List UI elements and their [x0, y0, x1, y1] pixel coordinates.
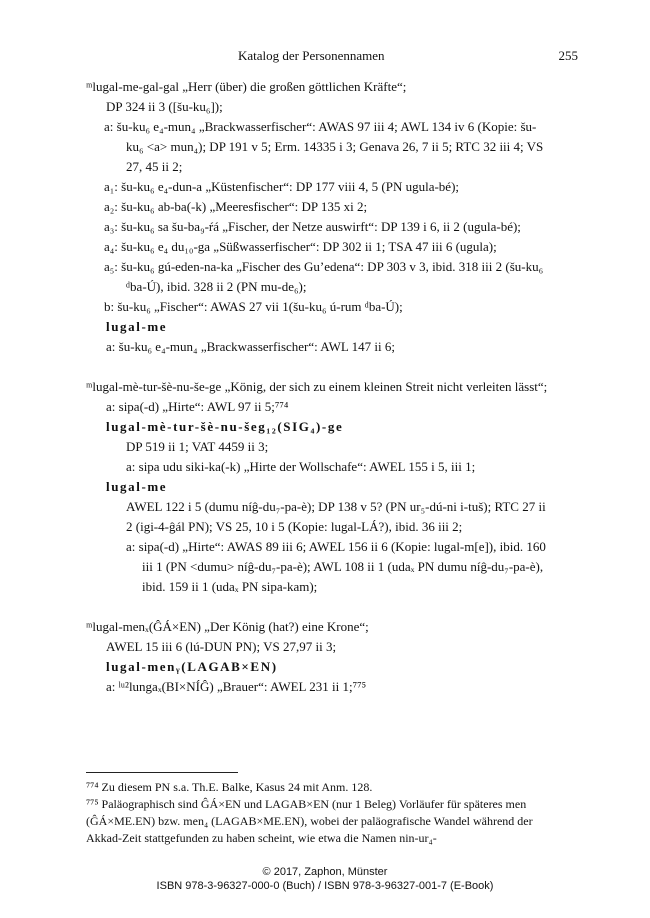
entry-line: a: sipa(-d) „Hirte“: AWL 97 ii 5;⁷⁷⁴: [106, 399, 289, 414]
entry-line: DP 519 ii 1; VAT 4459 ii 3;: [126, 439, 269, 454]
entry-line: b: šu-ku₆ „Fischer“: AWAS 27 vii 1(šu-ku₆ ú-rum ᵈba-Ú);: [104, 299, 403, 314]
entry-line: a: sipa udu siki-ka(-k) „Hirte der Wollschafe“: AWEL 155 i 5, iii 1;: [126, 459, 476, 474]
entry-line: a₅: šu-ku₆ gú-eden-na-ka „Fischer des Gu’edena“: DP 303 v 3, ibid. 318 iii 2 (šu-ku₆ ᵈba-Ú), ibid. 328 ii 2 (PN mu-de₆);: [104, 259, 544, 294]
entry-line: a: ˡᵘ²lungaₓ(BI×NÍĜ) „Brauer“: AWEL 231 ii 1;⁷⁷⁵: [106, 679, 367, 694]
entry-gap: [86, 357, 549, 377]
footnote-rule: [86, 772, 238, 773]
entry-line: a: šu-ku₆ e₄-mun₄ „Brackwasserfischer“: AWAS 97 iii 4; AWL 134 iv 6 (Kopie: šu-ku₆ <a> mun₄); DP 191 v 5; Erm. 14335 i 3; Genava 26, 7 ii 5; RTC 32 iii 4; VS 27, 45 ii 2;: [104, 119, 544, 174]
entry-line: ᵐlugal-me-gal-gal „Herr (über) die großen göttlichen Kräfte“;: [86, 79, 407, 94]
footnote: ⁷⁷⁵ Paläographisch sind ĜÁ×EN und LAGAB×EN (nur 1 Beleg) Vorläufer für späteres men (ĜÁ×ME.EN) bzw. men₄ (LAGAB×ME.EN), wobei der paläografische Wandel während der Akkad-Zeit stattgefunden zu haben scheint, wie etwa die Namen nin-ur₄-: [86, 797, 533, 845]
sub-lemma: lugal-me: [106, 479, 168, 494]
footnotes: [86, 779, 549, 847]
entry-line: AWEL 122 i 5 (dumu níĝ-du₇-pa-è); DP 138 v 5? (PN ur₅-dú-ni i-tuš); RTC 27 ii 2 (igi-4-ĝál PN); VS 25, 10 i 5 (Kopie: lugal-LÁ?), ibid. 36 iii 2;: [126, 499, 546, 534]
entry-line: a: šu-ku₆ e₄-mun₄ „Brackwasserfischer“: AWL 147 ii 6;: [106, 339, 395, 354]
copyright-line: © 2017, Zaphon, Münster: [262, 866, 388, 878]
running-title: Katalog der Personennamen: [238, 48, 385, 63]
entry-line: a: sipa(-d) „Hirte“: AWAS 89 iii 6; AWEL 156 ii 6 (Kopie: lugal-m[e]), ibid. 160 iii 1 (PN <dumu> níĝ-du₇-pa-è); AWL 108 ii 1 (udaₓ PN dumu níĝ-du₇-pa-è), ibid. 159 ii 1 (udaₓ PN sipa-kam);: [126, 539, 546, 594]
entry-line: ᵐlugal-menₓ(ĜÁ×EN) „Der König (hat?) eine Krone“;: [86, 619, 369, 634]
entry-line: a₄: šu-ku₆ e₄ du₁₀-ga „Süßwasserfischer“: DP 302 ii 1; TSA 47 iii 6 (ugula);: [104, 239, 497, 254]
entry-line: a₁: šu-ku₆ e₄-dun-a „Küstenfischer“: DP 177 viii 4, 5 (PN ugula-bé);: [104, 179, 460, 194]
sub-lemma: lugal-me: [106, 319, 168, 334]
footnote: ⁷⁷⁴ Zu diesem PN s.a. Th.E. Balke, Kasus 24 mit Anm. 128.: [86, 780, 373, 794]
entry-line: a₂: šu-ku₆ ab-ba(-k) „Meeresfischer“: DP 135 xi 2;: [104, 199, 368, 214]
page-number: 255: [558, 48, 578, 63]
isbn-line: ISBN 978-3-96327-000-0 (Buch) / ISBN 978-3-96327-001-7 (E-Book): [156, 880, 494, 892]
sub-lemma: lugal-menᵧ(LAGAB×EN): [106, 659, 278, 674]
entry-gap: [86, 597, 549, 617]
entry-line: ᵐlugal-mè-tur-šè-nu-še-ge „König, der sich zu einem kleinen Streit nicht verleiten lässt“;: [86, 379, 548, 394]
entry-line: AWEL 15 iii 6 (lú-DUN PN); VS 27,97 ii 3;: [106, 639, 337, 654]
entry-line: DP 324 ii 3 ([šu-ku₆]);: [106, 99, 223, 114]
catalog-entries: [86, 77, 549, 697]
entry-line: a₃: šu-ku₆ sa šu-ba₉-ŕá „Fischer, der Netze auswirft“: DP 139 i 6, ii 2 (ugula-bé);: [104, 219, 521, 234]
sub-lemma: lugal-mè-tur-šè-nu-šeg₁₂(SIG₄)-ge: [106, 419, 344, 434]
running-header: [70, 48, 578, 66]
